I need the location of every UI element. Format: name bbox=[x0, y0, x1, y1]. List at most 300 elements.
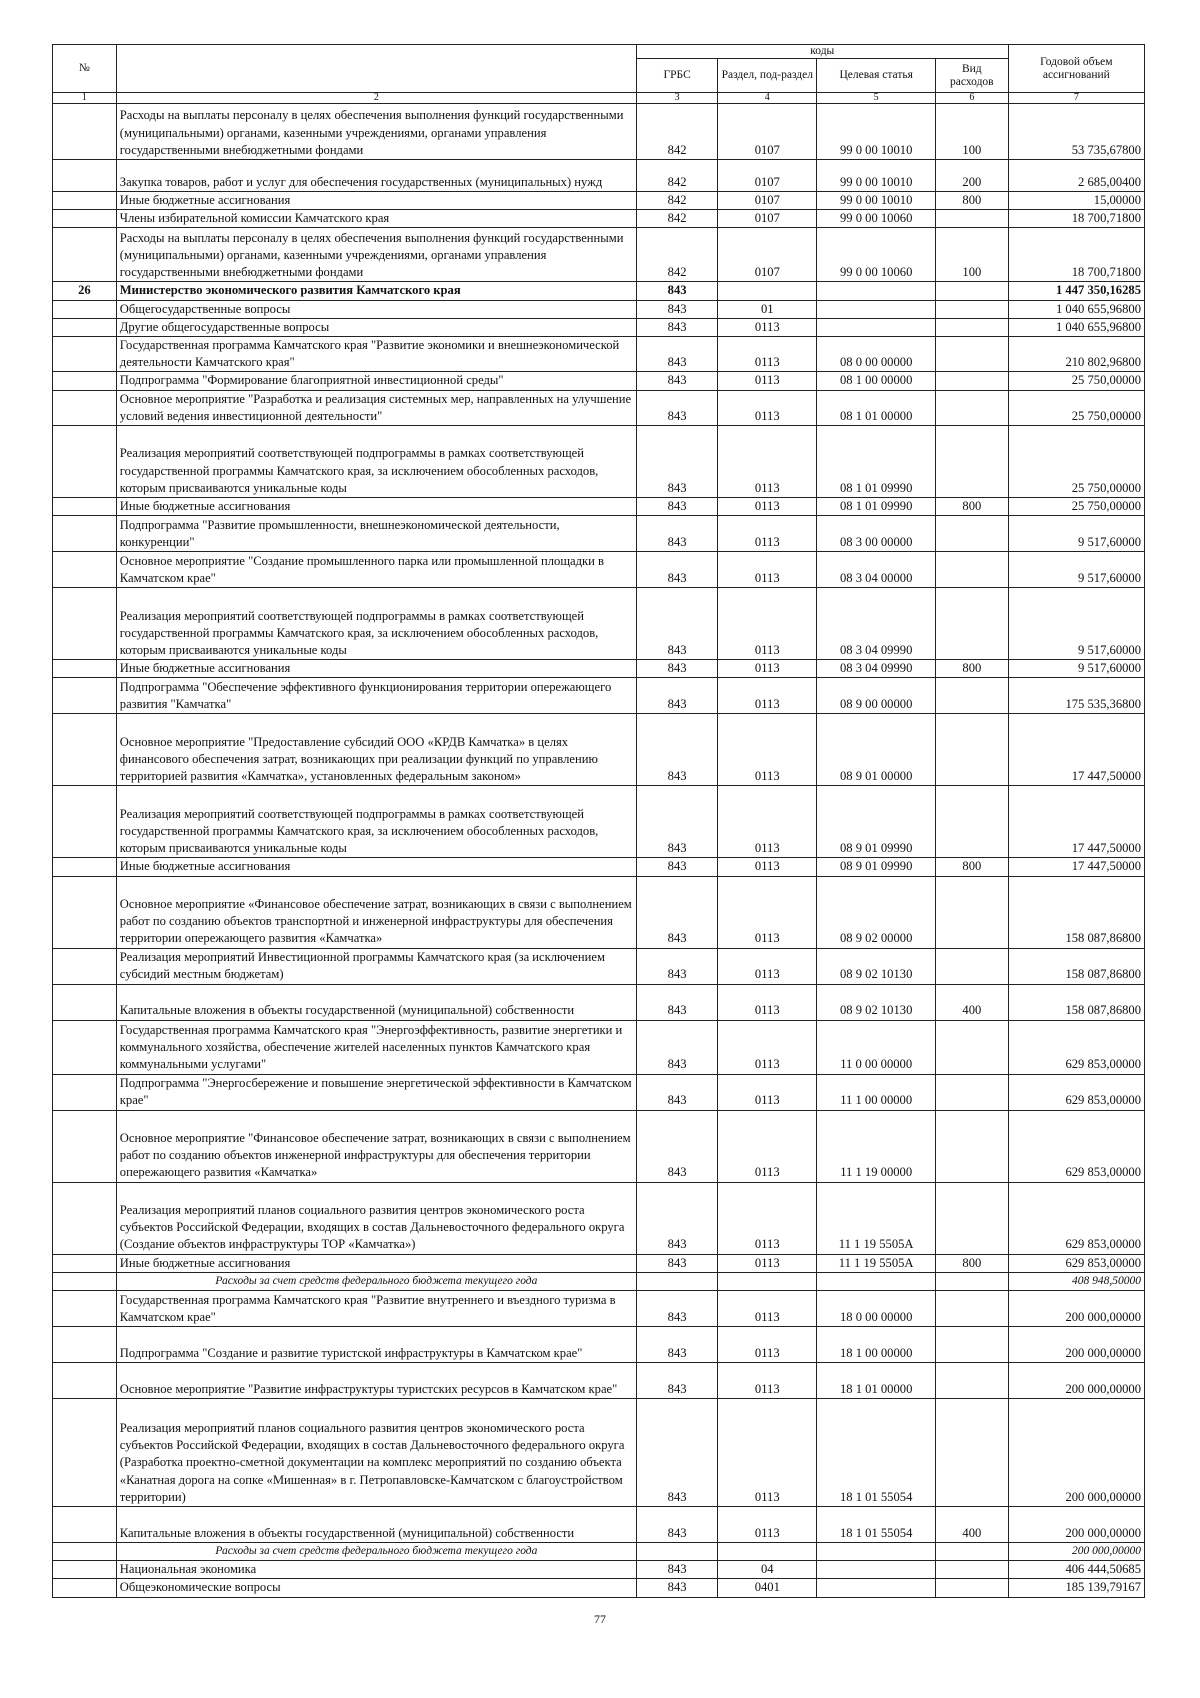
row-grbs: 843 bbox=[636, 516, 717, 552]
row-razdel: 0113 bbox=[718, 588, 817, 660]
row-razdel: 0107 bbox=[718, 160, 817, 192]
row-name: Расходы за счет средств федерального бюджета текущего года bbox=[116, 1272, 636, 1290]
row-name: Закупка товаров, работ и услуг для обеспечения государственных (муниципальных) нужд bbox=[116, 160, 636, 192]
row-razdel: 0107 bbox=[718, 104, 817, 160]
row-vid bbox=[936, 1327, 1009, 1363]
row-celevaya: 08 1 00 00000 bbox=[817, 372, 936, 390]
row-number bbox=[53, 1399, 117, 1507]
row-grbs: 842 bbox=[636, 210, 717, 228]
colnum: 3 bbox=[636, 93, 717, 104]
row-grbs: 843 bbox=[636, 390, 717, 425]
row-amount: 25 750,00000 bbox=[1008, 390, 1144, 425]
row-razdel: 0113 bbox=[718, 786, 817, 858]
row-amount: 629 853,00000 bbox=[1008, 1074, 1144, 1110]
row-name: Основное мероприятие "Разработка и реализация системных мер, направленных на улучшение условий ведения инвестиционной деятельности" bbox=[116, 390, 636, 425]
row-celevaya: 08 9 02 00000 bbox=[817, 876, 936, 948]
row-vid bbox=[936, 1543, 1009, 1561]
row-number bbox=[53, 876, 117, 948]
row-celevaya: 99 0 00 10060 bbox=[817, 210, 936, 228]
row-grbs: 843 bbox=[636, 1182, 717, 1254]
table-row bbox=[53, 1543, 1145, 1561]
row-celevaya bbox=[817, 300, 936, 318]
row-celevaya: 99 0 00 10010 bbox=[817, 160, 936, 192]
row-name: Основное мероприятие "Создание промышленного парка или промышленной площадки в Камчатском крае" bbox=[116, 552, 636, 588]
table-row bbox=[53, 192, 1145, 210]
row-grbs: 843 bbox=[636, 372, 717, 390]
row-number bbox=[53, 948, 117, 984]
row-name: Основное мероприятие «Финансовое обеспечение затрат, возникающих в связи с выполнением работ по созданию объектов транспортной и инженерной инфраструктуры для обеспечения территории опережающего развития «Камчатка» bbox=[116, 876, 636, 948]
row-celevaya: 18 1 01 55054 bbox=[817, 1507, 936, 1543]
row-grbs: 843 bbox=[636, 858, 717, 876]
row-vid: 800 bbox=[936, 858, 1009, 876]
row-razdel: 0113 bbox=[718, 552, 817, 588]
row-name: Реализация мероприятий соответствующей подпрограммы в рамках соответствующей государственной программы Камчатского края, за исключением обособленных расходов, которым присваиваются уникальные коды bbox=[116, 426, 636, 498]
row-name: Реализация мероприятий Инвестиционной программы Камчатского края (за исключением субсидий местным бюджетам) bbox=[116, 948, 636, 984]
row-vid bbox=[936, 1399, 1009, 1507]
table-row bbox=[53, 426, 1145, 498]
row-amount: 18 700,71800 bbox=[1008, 228, 1144, 282]
table-row bbox=[53, 1254, 1145, 1272]
row-amount: 18 700,71800 bbox=[1008, 210, 1144, 228]
row-vid bbox=[936, 282, 1009, 300]
row-razdel: 0107 bbox=[718, 192, 817, 210]
row-vid bbox=[936, 1020, 1009, 1074]
row-vid: 800 bbox=[936, 498, 1009, 516]
colnum: 1 bbox=[53, 93, 117, 104]
row-grbs: 843 bbox=[636, 714, 717, 786]
row-grbs: 843 bbox=[636, 984, 717, 1020]
row-number bbox=[53, 984, 117, 1020]
row-amount: 629 853,00000 bbox=[1008, 1182, 1144, 1254]
row-grbs: 843 bbox=[636, 300, 717, 318]
row-name: Реализация мероприятий планов социального развития центров экономического роста субъектов Российской Федерации, входящих в состав Дальневосточного федерального округа (Создание объектов инфраструктуры ТОР «Камчатка») bbox=[116, 1182, 636, 1254]
row-name: Основное мероприятие "Финансовое обеспечение затрат, возникающих в связи с выполнением работ по созданию объектов инженерной инфраструктуры для обеспечения территории опережающего развития «Камчатка» bbox=[116, 1110, 636, 1182]
row-celevaya: 18 1 01 55054 bbox=[817, 1399, 936, 1507]
row-amount: 25 750,00000 bbox=[1008, 426, 1144, 498]
row-razdel: 0113 bbox=[718, 1020, 817, 1074]
row-amount: 9 517,60000 bbox=[1008, 588, 1144, 660]
row-grbs: 843 bbox=[636, 337, 717, 372]
row-name: Основное мероприятие "Развитие инфраструктуры туристских ресурсов в Камчатском крае" bbox=[116, 1363, 636, 1399]
row-amount: 200 000,00000 bbox=[1008, 1543, 1144, 1561]
row-grbs: 842 bbox=[636, 228, 717, 282]
row-razdel: 0113 bbox=[718, 1074, 817, 1110]
row-razdel bbox=[718, 1543, 817, 1561]
colnum: 2 bbox=[116, 93, 636, 104]
row-vid bbox=[936, 786, 1009, 858]
row-razdel: 0107 bbox=[718, 228, 817, 282]
row-amount: 2 685,00400 bbox=[1008, 160, 1144, 192]
row-celevaya: 08 1 01 09990 bbox=[817, 426, 936, 498]
row-vid bbox=[936, 948, 1009, 984]
row-celevaya: 08 3 04 09990 bbox=[817, 588, 936, 660]
row-number bbox=[53, 1291, 117, 1327]
table-row bbox=[53, 1507, 1145, 1543]
row-vid bbox=[936, 390, 1009, 425]
table-row bbox=[53, 160, 1145, 192]
row-vid: 100 bbox=[936, 104, 1009, 160]
row-vid bbox=[936, 1182, 1009, 1254]
row-vid bbox=[936, 300, 1009, 318]
row-grbs: 843 bbox=[636, 1291, 717, 1327]
row-celevaya: 08 3 04 00000 bbox=[817, 552, 936, 588]
table-row bbox=[53, 786, 1145, 858]
row-grbs: 843 bbox=[636, 660, 717, 678]
row-amount: 1 447 350,16285 bbox=[1008, 282, 1144, 300]
table-row bbox=[53, 104, 1145, 160]
row-amount: 25 750,00000 bbox=[1008, 372, 1144, 390]
table-row bbox=[53, 714, 1145, 786]
row-amount: 1 040 655,96800 bbox=[1008, 318, 1144, 336]
row-celevaya: 08 3 00 00000 bbox=[817, 516, 936, 552]
row-amount: 185 139,79167 bbox=[1008, 1579, 1144, 1597]
row-razdel: 0113 bbox=[718, 1254, 817, 1272]
row-celevaya: 11 1 19 5505A bbox=[817, 1182, 936, 1254]
row-name: Иные бюджетные ассигнования bbox=[116, 660, 636, 678]
row-number bbox=[53, 160, 117, 192]
row-grbs bbox=[636, 1272, 717, 1290]
colnum: 6 bbox=[936, 93, 1009, 104]
row-vid bbox=[936, 318, 1009, 336]
table-row bbox=[53, 1020, 1145, 1074]
page-number: 77 bbox=[594, 1612, 606, 1626]
row-amount: 17 447,50000 bbox=[1008, 714, 1144, 786]
row-amount: 200 000,00000 bbox=[1008, 1291, 1144, 1327]
row-razdel: 0113 bbox=[718, 678, 817, 714]
row-vid bbox=[936, 876, 1009, 948]
column-numbers-row bbox=[53, 93, 1145, 104]
row-grbs bbox=[636, 1543, 717, 1561]
row-name: Расходы на выплаты персоналу в целях обеспечения выполнения функций государственными (муниципальными) органами, казенными учреждениями, органами управления государственными внебюджетными фондами bbox=[116, 228, 636, 282]
colnum: 4 bbox=[718, 93, 817, 104]
row-number bbox=[53, 228, 117, 282]
table-row bbox=[53, 588, 1145, 660]
table-row bbox=[53, 318, 1145, 336]
header-num: № bbox=[53, 45, 117, 93]
row-amount: 1 040 655,96800 bbox=[1008, 300, 1144, 318]
row-vid bbox=[936, 372, 1009, 390]
row-grbs: 843 bbox=[636, 948, 717, 984]
table-row bbox=[53, 210, 1145, 228]
row-vid bbox=[936, 426, 1009, 498]
row-name: Реализация мероприятий соответствующей подпрограммы в рамках соответствующей государственной программы Камчатского края, за исключением обособленных расходов, которым присваиваются уникальные коды bbox=[116, 786, 636, 858]
row-amount: 406 444,50685 bbox=[1008, 1561, 1144, 1579]
table-row bbox=[53, 372, 1145, 390]
row-vid bbox=[936, 1291, 1009, 1327]
row-amount: 25 750,00000 bbox=[1008, 498, 1144, 516]
row-name: Подпрограмма "Формирование благоприятной инвестиционной среды" bbox=[116, 372, 636, 390]
row-celevaya: 08 9 02 10130 bbox=[817, 984, 936, 1020]
table-row bbox=[53, 300, 1145, 318]
colnum: 5 bbox=[817, 93, 936, 104]
row-vid bbox=[936, 516, 1009, 552]
row-razdel: 0113 bbox=[718, 1291, 817, 1327]
row-name: Иные бюджетные ассигнования bbox=[116, 1254, 636, 1272]
table-row bbox=[53, 516, 1145, 552]
row-razdel: 0401 bbox=[718, 1579, 817, 1597]
row-vid: 400 bbox=[936, 984, 1009, 1020]
row-amount: 17 447,50000 bbox=[1008, 858, 1144, 876]
table-row bbox=[53, 1182, 1145, 1254]
row-name: Другие общегосударственные вопросы bbox=[116, 318, 636, 336]
row-celevaya: 11 0 00 00000 bbox=[817, 1020, 936, 1074]
row-razdel: 0113 bbox=[718, 1363, 817, 1399]
row-vid bbox=[936, 552, 1009, 588]
row-amount: 53 735,67800 bbox=[1008, 104, 1144, 160]
row-name: Национальная экономика bbox=[116, 1561, 636, 1579]
row-number bbox=[53, 858, 117, 876]
row-razdel: 0113 bbox=[718, 372, 817, 390]
row-grbs: 843 bbox=[636, 1399, 717, 1507]
row-celevaya: 08 1 01 09990 bbox=[817, 498, 936, 516]
row-celevaya: 08 9 01 00000 bbox=[817, 714, 936, 786]
row-amount: 158 087,86800 bbox=[1008, 984, 1144, 1020]
row-number bbox=[53, 390, 117, 425]
row-vid: 200 bbox=[936, 160, 1009, 192]
row-amount: 17 447,50000 bbox=[1008, 786, 1144, 858]
row-celevaya: 08 1 01 00000 bbox=[817, 390, 936, 425]
row-grbs: 843 bbox=[636, 876, 717, 948]
row-number bbox=[53, 1074, 117, 1110]
row-vid: 100 bbox=[936, 228, 1009, 282]
header-codes: коды bbox=[636, 45, 1008, 59]
table-row bbox=[53, 1327, 1145, 1363]
row-amount: 15,00000 bbox=[1008, 192, 1144, 210]
row-number bbox=[53, 1020, 117, 1074]
row-number bbox=[53, 192, 117, 210]
row-vid bbox=[936, 1074, 1009, 1110]
row-number bbox=[53, 1561, 117, 1579]
colnum: 7 bbox=[1008, 93, 1144, 104]
header-vid: Вид расходов bbox=[936, 59, 1009, 93]
row-name: Подпрограмма "Обеспечение эффективного функционирования территории опережающего развития "Камчатка" bbox=[116, 678, 636, 714]
header-grbs: ГРБС bbox=[636, 59, 717, 93]
header-celevaya: Целевая статья bbox=[817, 59, 936, 93]
table-row bbox=[53, 337, 1145, 372]
row-number bbox=[53, 104, 117, 160]
row-celevaya: 18 1 01 00000 bbox=[817, 1363, 936, 1399]
header-razdel: Раздел, под-раздел bbox=[718, 59, 817, 93]
row-number bbox=[53, 552, 117, 588]
header-amount: Годовой объем ассигнований bbox=[1008, 45, 1144, 93]
row-grbs: 843 bbox=[636, 426, 717, 498]
row-razdel: 0113 bbox=[718, 948, 817, 984]
row-grbs: 843 bbox=[636, 1579, 717, 1597]
row-razdel: 0113 bbox=[718, 984, 817, 1020]
row-vid bbox=[936, 678, 1009, 714]
table-row bbox=[53, 1110, 1145, 1182]
row-razdel: 0113 bbox=[718, 876, 817, 948]
row-name: Подпрограмма "Развитие промышленности, внешнеэкономической деятельности, конкуренции" bbox=[116, 516, 636, 552]
row-vid: 800 bbox=[936, 192, 1009, 210]
row-razdel: 04 bbox=[718, 1561, 817, 1579]
row-number bbox=[53, 337, 117, 372]
row-razdel: 0113 bbox=[718, 498, 817, 516]
row-number bbox=[53, 300, 117, 318]
row-razdel: 0113 bbox=[718, 426, 817, 498]
row-grbs: 843 bbox=[636, 588, 717, 660]
row-vid bbox=[936, 1579, 1009, 1597]
row-amount: 408 948,50000 bbox=[1008, 1272, 1144, 1290]
row-amount: 210 802,96800 bbox=[1008, 337, 1144, 372]
row-number bbox=[53, 516, 117, 552]
row-amount: 158 087,86800 bbox=[1008, 876, 1144, 948]
row-number bbox=[53, 318, 117, 336]
row-vid bbox=[936, 1561, 1009, 1579]
row-number bbox=[53, 660, 117, 678]
row-grbs: 843 bbox=[636, 1327, 717, 1363]
row-number: 26 bbox=[53, 282, 117, 300]
row-name: Государственная программа Камчатского края "Развитие экономики и внешнеэкономической деятельности Камчатского края" bbox=[116, 337, 636, 372]
row-razdel: 0107 bbox=[718, 210, 817, 228]
row-name: Общеэкономические вопросы bbox=[116, 1579, 636, 1597]
row-celevaya: 18 0 00 00000 bbox=[817, 1291, 936, 1327]
row-vid: 800 bbox=[936, 660, 1009, 678]
row-grbs: 843 bbox=[636, 552, 717, 588]
row-celevaya: 08 0 00 00000 bbox=[817, 337, 936, 372]
row-grbs: 843 bbox=[636, 1363, 717, 1399]
row-celevaya: 99 0 00 10060 bbox=[817, 228, 936, 282]
row-celevaya: 99 0 00 10010 bbox=[817, 192, 936, 210]
row-amount: 175 535,36800 bbox=[1008, 678, 1144, 714]
row-vid bbox=[936, 210, 1009, 228]
row-number bbox=[53, 1543, 117, 1561]
table-row bbox=[53, 390, 1145, 425]
table-row bbox=[53, 660, 1145, 678]
row-celevaya: 08 9 02 10130 bbox=[817, 948, 936, 984]
row-razdel bbox=[718, 1272, 817, 1290]
row-grbs: 843 bbox=[636, 1254, 717, 1272]
row-grbs: 843 bbox=[636, 1074, 717, 1110]
row-amount: 629 853,00000 bbox=[1008, 1254, 1144, 1272]
row-number bbox=[53, 1363, 117, 1399]
row-name: Капитальные вложения в объекты государственной (муниципальной) собственности bbox=[116, 984, 636, 1020]
row-number bbox=[53, 1579, 117, 1597]
table-row bbox=[53, 948, 1145, 984]
row-grbs: 843 bbox=[636, 318, 717, 336]
row-celevaya bbox=[817, 1579, 936, 1597]
table-row bbox=[53, 1074, 1145, 1110]
row-amount: 9 517,60000 bbox=[1008, 516, 1144, 552]
row-name: Иные бюджетные ассигнования bbox=[116, 498, 636, 516]
row-amount: 9 517,60000 bbox=[1008, 660, 1144, 678]
row-razdel: 0113 bbox=[718, 1327, 817, 1363]
row-name: Общегосударственные вопросы bbox=[116, 300, 636, 318]
row-grbs: 843 bbox=[636, 498, 717, 516]
table-row bbox=[53, 282, 1145, 300]
table-row bbox=[53, 498, 1145, 516]
row-vid bbox=[936, 337, 1009, 372]
budget-rows bbox=[53, 104, 1145, 1598]
row-number bbox=[53, 678, 117, 714]
row-grbs: 843 bbox=[636, 1507, 717, 1543]
row-name: Иные бюджетные ассигнования bbox=[116, 858, 636, 876]
table-row bbox=[53, 984, 1145, 1020]
row-celevaya: 11 1 00 00000 bbox=[817, 1074, 936, 1110]
row-grbs: 842 bbox=[636, 160, 717, 192]
row-amount: 200 000,00000 bbox=[1008, 1507, 1144, 1543]
row-amount: 200 000,00000 bbox=[1008, 1399, 1144, 1507]
row-name: Расходы за счет средств федерального бюджета текущего года bbox=[116, 1543, 636, 1561]
row-celevaya bbox=[817, 1543, 936, 1561]
row-vid bbox=[936, 588, 1009, 660]
row-grbs: 843 bbox=[636, 678, 717, 714]
row-razdel: 0113 bbox=[718, 660, 817, 678]
row-name: Основное мероприятие "Предоставление субсидий ООО «КРДВ Камчатка» в целях финансового обеспечения затрат, возникающих при реализации функций по управлению территорией развития «Камчатка», установленных федеральным законом» bbox=[116, 714, 636, 786]
table-row bbox=[53, 858, 1145, 876]
row-grbs: 843 bbox=[636, 786, 717, 858]
row-name: Капитальные вложения в объекты государственной (муниципальной) собственности bbox=[116, 1507, 636, 1543]
row-name: Расходы на выплаты персоналу в целях обеспечения выполнения функций государственными (муниципальными) органами, казенными учреждениями, органами управления государственными внебюджетными фондами bbox=[116, 104, 636, 160]
row-name: Члены избирательной комиссии Камчатского края bbox=[116, 210, 636, 228]
table-row bbox=[53, 1291, 1145, 1327]
row-number bbox=[53, 1110, 117, 1182]
row-celevaya: 18 1 00 00000 bbox=[817, 1327, 936, 1363]
row-number bbox=[53, 1272, 117, 1290]
row-grbs: 843 bbox=[636, 1110, 717, 1182]
row-celevaya bbox=[817, 318, 936, 336]
row-celevaya: 08 9 01 09990 bbox=[817, 858, 936, 876]
table-row bbox=[53, 228, 1145, 282]
row-celevaya bbox=[817, 1561, 936, 1579]
row-razdel: 0113 bbox=[718, 714, 817, 786]
row-celevaya: 08 3 04 09990 bbox=[817, 660, 936, 678]
row-name: Иные бюджетные ассигнования bbox=[116, 192, 636, 210]
row-amount: 200 000,00000 bbox=[1008, 1363, 1144, 1399]
row-number bbox=[53, 1507, 117, 1543]
row-name: Подпрограмма "Энергосбережение и повышение энергетической эффективности в Камчатском крае" bbox=[116, 1074, 636, 1110]
row-razdel: 0113 bbox=[718, 318, 817, 336]
row-celevaya: 11 1 19 00000 bbox=[817, 1110, 936, 1182]
row-razdel: 0113 bbox=[718, 1110, 817, 1182]
row-razdel: 0113 bbox=[718, 390, 817, 425]
table-row bbox=[53, 1363, 1145, 1399]
row-amount: 9 517,60000 bbox=[1008, 552, 1144, 588]
table-row bbox=[53, 1399, 1145, 1507]
table-row bbox=[53, 1272, 1145, 1290]
row-celevaya bbox=[817, 1272, 936, 1290]
table-row bbox=[53, 678, 1145, 714]
row-celevaya: 08 9 00 00000 bbox=[817, 678, 936, 714]
row-vid: 400 bbox=[936, 1507, 1009, 1543]
row-vid: 800 bbox=[936, 1254, 1009, 1272]
header-name bbox=[116, 45, 636, 93]
row-razdel: 0113 bbox=[718, 337, 817, 372]
row-name: Подпрограмма "Создание и развитие туристской инфраструктуры в Камчатском крае" bbox=[116, 1327, 636, 1363]
row-amount: 200 000,00000 bbox=[1008, 1327, 1144, 1363]
row-number bbox=[53, 1327, 117, 1363]
row-name: Реализация мероприятий планов социального развития центров экономического роста субъектов Российской Федерации, входящих в состав Дальневосточного федерального округа (Разработка проектно-сметной документации на комплекс мероприятий по созданию объекта «Канатная дорога на сопке «Мишенная» в г. Петропавловске-Камчатском с благоустройством территории) bbox=[116, 1399, 636, 1507]
row-celevaya: 99 0 00 10010 bbox=[817, 104, 936, 160]
row-number bbox=[53, 498, 117, 516]
row-grbs: 843 bbox=[636, 1020, 717, 1074]
row-number bbox=[53, 210, 117, 228]
row-vid bbox=[936, 714, 1009, 786]
row-number bbox=[53, 372, 117, 390]
row-vid bbox=[936, 1272, 1009, 1290]
table-row bbox=[53, 876, 1145, 948]
row-name: Государственная программа Камчатского края "Энергоэффективность, развитие энергетики и коммунального хозяйства, обеспечение жителей населенных пунктов Камчатского края коммунальными услугами" bbox=[116, 1020, 636, 1074]
row-celevaya: 11 1 19 5505A bbox=[817, 1254, 936, 1272]
table-row bbox=[53, 552, 1145, 588]
row-number bbox=[53, 786, 117, 858]
row-number bbox=[53, 1182, 117, 1254]
row-razdel: 0113 bbox=[718, 1182, 817, 1254]
row-grbs: 843 bbox=[636, 1561, 717, 1579]
row-name: Министерство экономического развития Камчатского края bbox=[116, 282, 636, 300]
row-razdel: 0113 bbox=[718, 858, 817, 876]
row-grbs: 842 bbox=[636, 192, 717, 210]
